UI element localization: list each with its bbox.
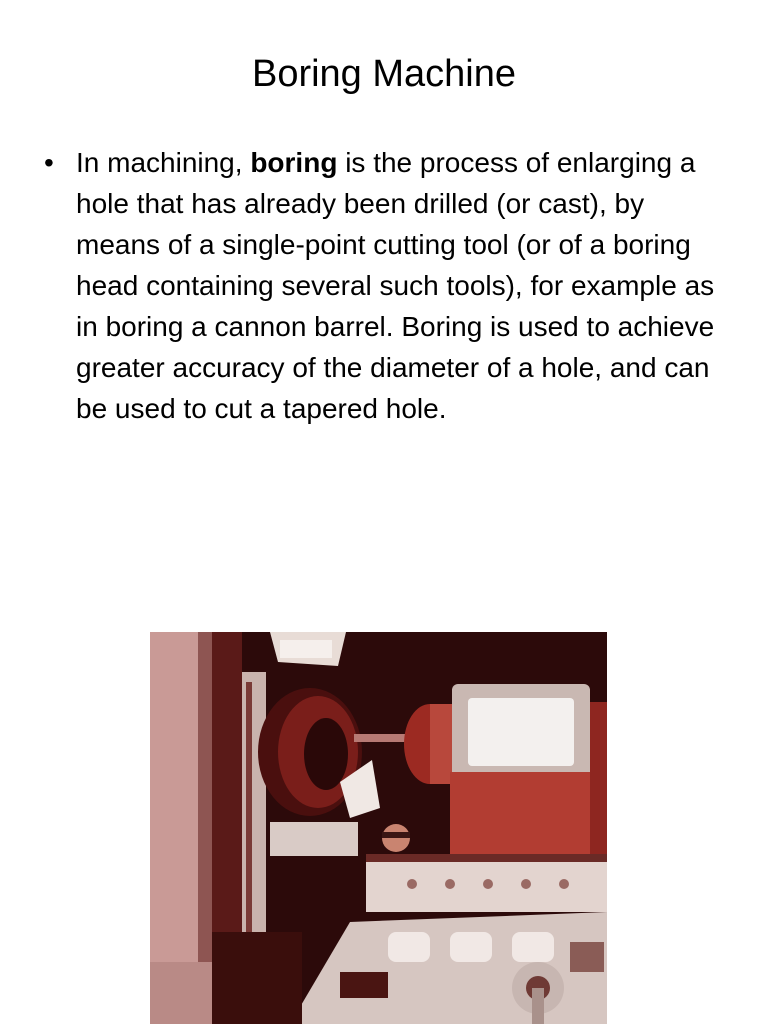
boring-machine-illustration	[150, 632, 607, 1024]
boring-machine-photo	[150, 632, 607, 1024]
bullet-text	[76, 147, 714, 424]
bullet-bold-term: boring	[250, 147, 338, 178]
slide-title: Boring Machine	[251, 53, 517, 95]
bullet-list	[44, 142, 728, 429]
bullet-rest-text: is the process of enlarging a hole that has already been drilled (or cast), by means of a single-point cutting tool (or of a boring head containing several such tools), for example as in boring a cannon barrel. Boring is used to achieve greater accuracy of the diameter of a hole, and can be used to cut a tapered hole.	[76, 147, 715, 424]
bullet-item	[44, 142, 728, 429]
bullet-marker: •	[44, 147, 54, 178]
bullet-lead-text: In machining,	[76, 147, 251, 178]
